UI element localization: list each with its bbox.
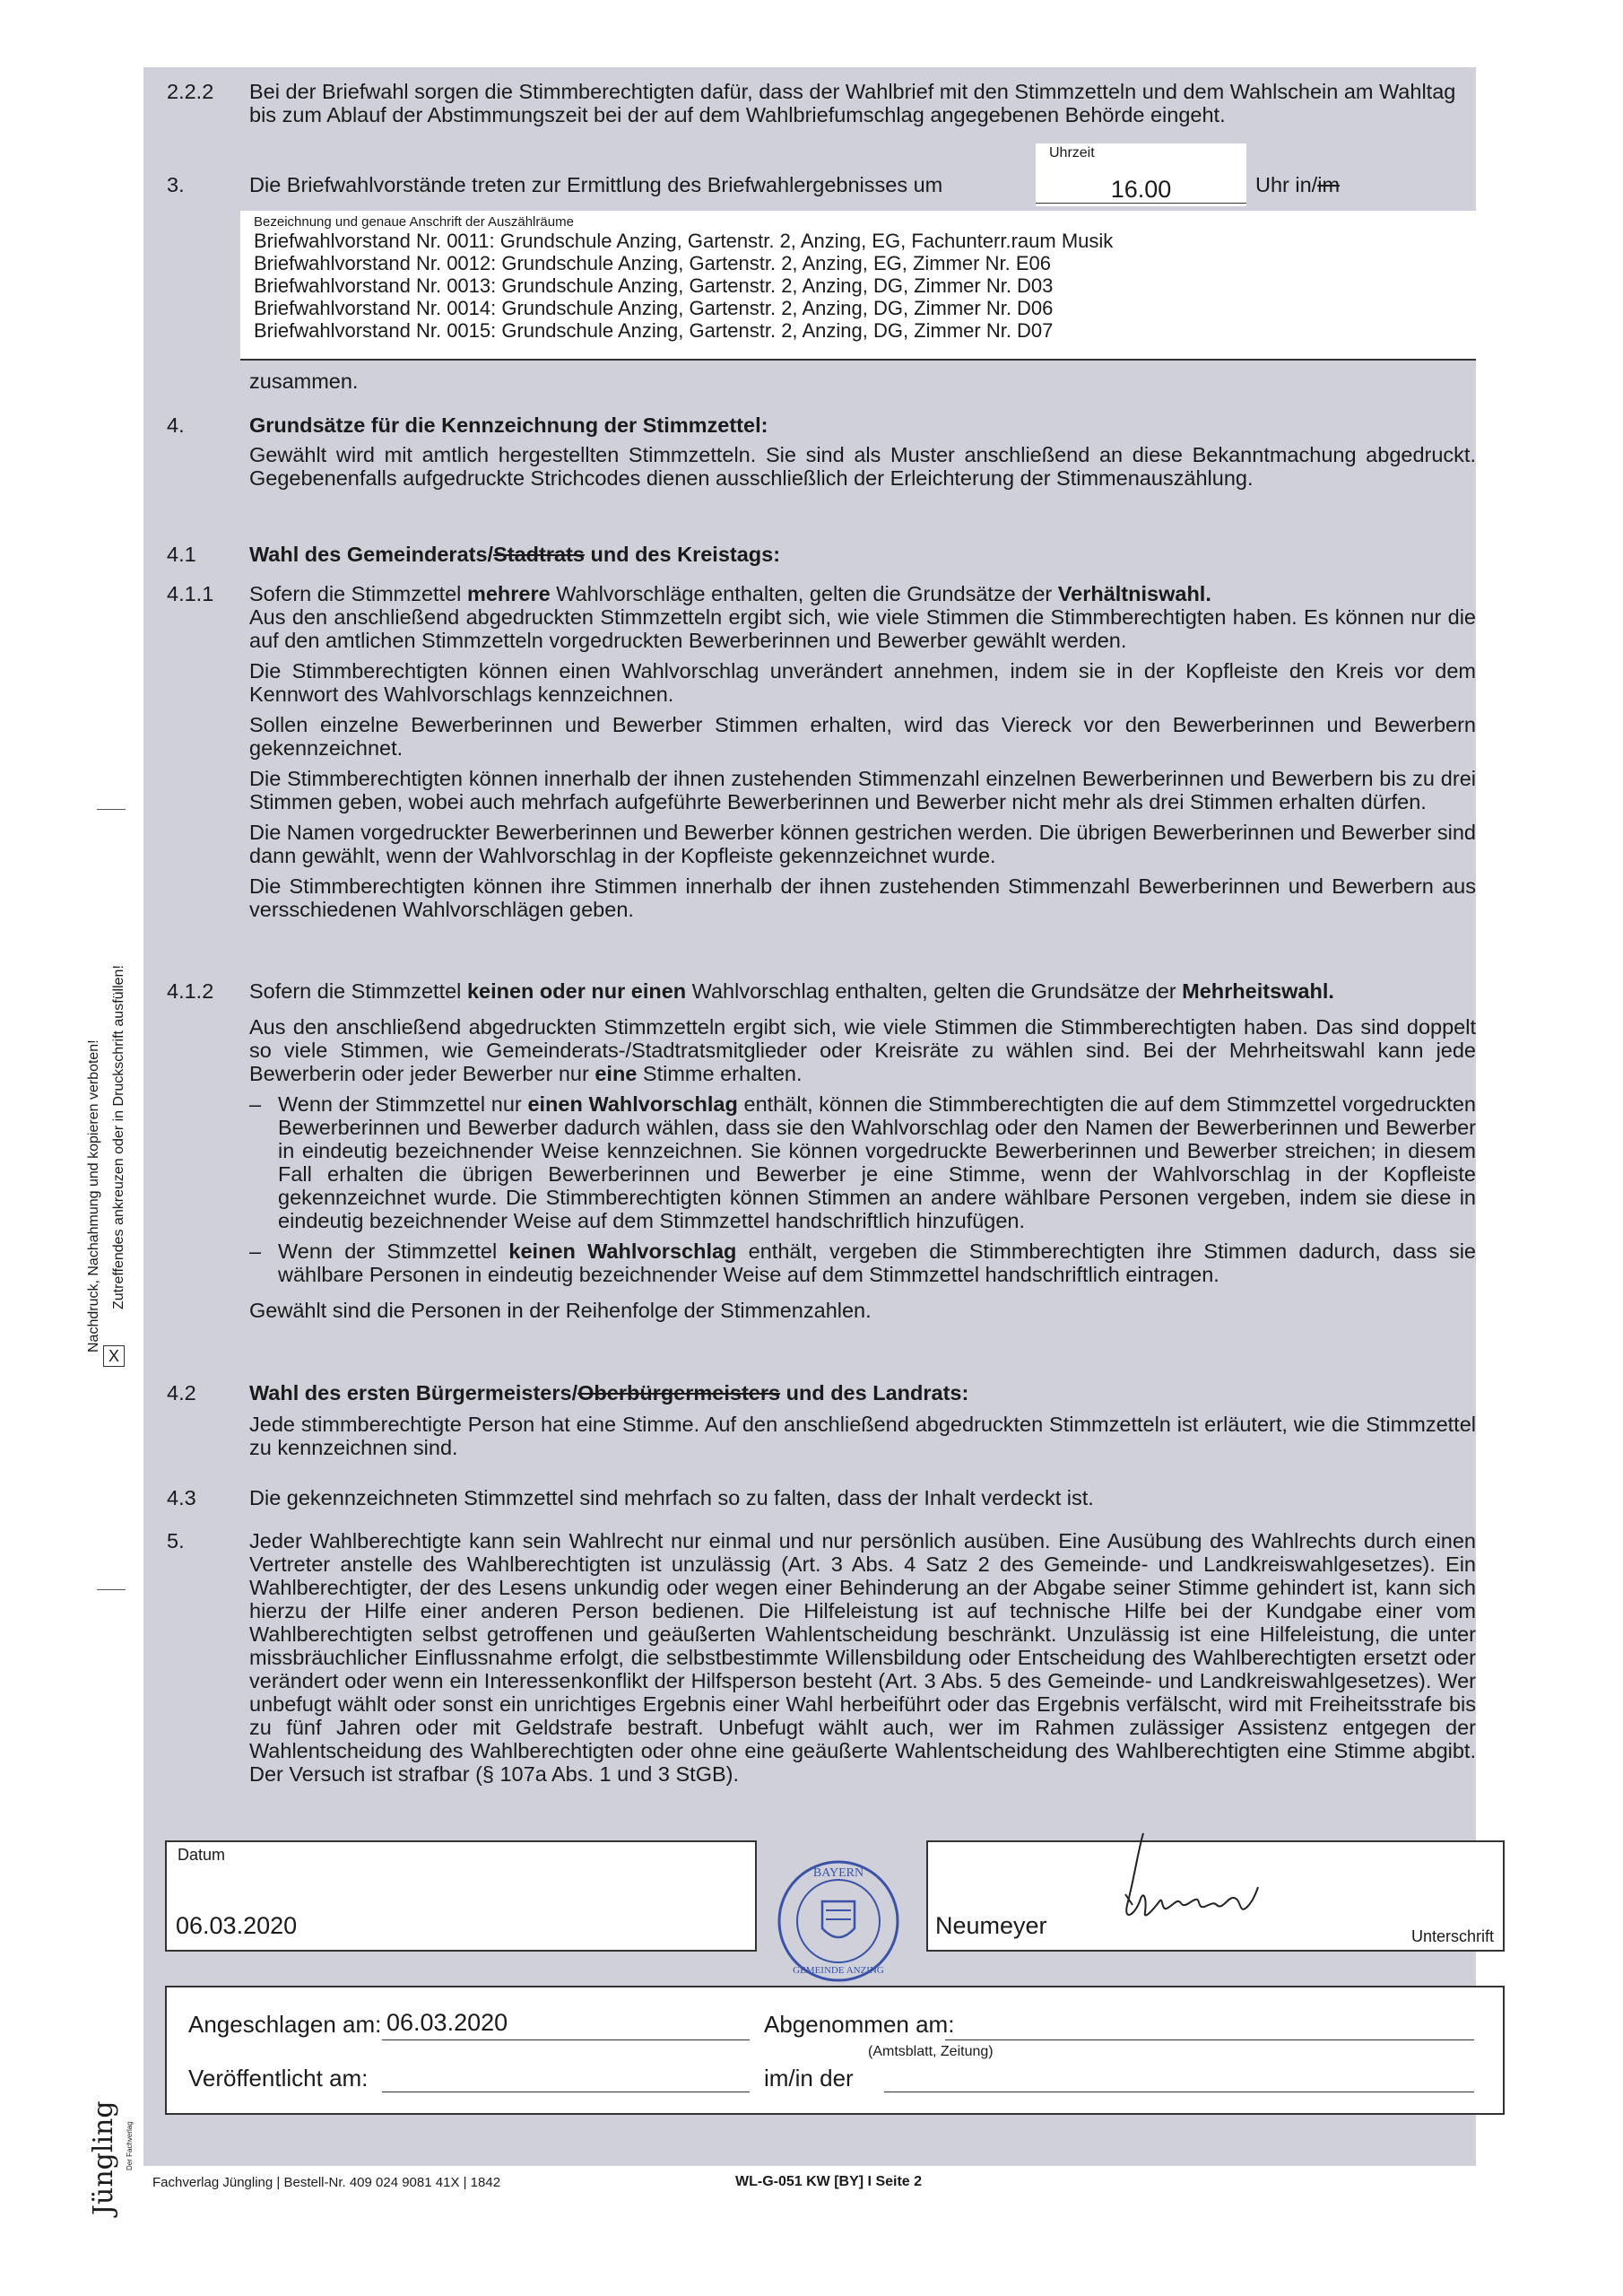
fold-mark-2 <box>97 1589 126 1590</box>
section-text: Bei der Briefwahl sorgen die Stimmberechtigten dafür, dass der Wahlbrief mit den Stimmzetteln und dem Wahlschein am Wahltag bis zum Ablauf der Abstimmungszeit bei der auf dem Wahlbriefumschlag angegebenen Behörde eingeht. <box>249 80 1456 126</box>
paragraph: Die Namen vorgedruckter Bewerberinnen und Bewerber können gestrichen werden. Die übrigen Bewerberinnen und Bewerber sind dann gewählt, wenn der Wahlvorschlag in der Kopfleiste gekennzeichnet wurde. <box>249 821 1476 867</box>
paragraph <box>249 1015 1476 1085</box>
uhr-suffix <box>1255 173 1340 196</box>
text-bold: eine <box>595 1062 638 1085</box>
date-box <box>165 1840 757 1952</box>
zusammen-text: zusammen. <box>249 370 359 393</box>
paragraph <box>249 582 1476 652</box>
text-part: enthält, vergeben die Stimmberechtigten ihre Stimmen dadurch, dass sie wählbare Personen in eindeutig bezeichnender Weise auf dem Stimmzettel handschriftlich eintragen. <box>278 1239 1477 1286</box>
text-part: Wenn der Stimmzettel <box>278 1239 509 1263</box>
section-num: 3. <box>167 173 185 196</box>
section-num: 2.2.2 <box>167 80 214 103</box>
published-label: Veröffentlicht am: <box>188 2065 369 2092</box>
text-part: Aus den anschließend abgedruckten Stimmzetteln ergibt sich, wie viele Stimmen die Stimmberechtigten haben. Es können nur die auf den amtlichen Stimmzetteln vorgedruckten Bewerberinnen und Bewerber gewählt werden. <box>249 605 1476 652</box>
paragraph <box>249 979 1476 1003</box>
text-part: Sofern die Stimmzettel <box>249 979 467 1003</box>
paragraph: Die Stimmberechtigten können einen Wahlvorschlag unverändert annehmen, indem sie in der Kopfleiste den Kreis vor dem Kennwort des Wahlvorschlags kennzeichnen. <box>249 659 1476 706</box>
text-bold: Mehrheitswahl. <box>1182 979 1334 1003</box>
heading-part: und des Kreistags: <box>584 543 781 566</box>
paragraph: Die Stimmberechtigten können innerhalb der ihnen zustehenden Stimmenzahl einzelnen Bewerberinnen und Bewerbern bis zu drei Stimmen geben, wobei auch mehrfach aufgeführte Bewerberinnen und Bewerber nicht mehr als drei Stimmen erhalten dürfen. <box>249 767 1476 813</box>
count-room-row: Briefwahlvorstand Nr. 0013: Grundschule Anzing, Gartenstr. 2, Anzing, DG, Zimmer Nr. D03 <box>254 274 1054 297</box>
sidebar-checkbox: X <box>103 1345 125 1367</box>
removed-underline <box>945 2039 1474 2040</box>
bullet-dash: – <box>249 1239 262 1263</box>
text-part: Wenn der Stimmzettel nur <box>278 1092 528 1116</box>
sidebar-instruction: Zutreffendes ankreuzen oder in Druckschrift ausfüllen! <box>111 965 126 1309</box>
text-part: Stimme erhalten. <box>637 1062 803 1085</box>
count-room-row: Briefwahlvorstand Nr. 0011: Grundschule Anzing, Gartenstr. 2, Anzing, EG, Fachunterr.raum Musik <box>254 230 1114 252</box>
document-sheet <box>143 67 1494 2166</box>
seal-bottom-text: GEMEINDE ANZING <box>793 1965 884 1976</box>
text-bold: Verhältniswahl. <box>1057 582 1211 605</box>
posted-underline <box>382 2039 750 2040</box>
text-part: Wahlvorschlag enthalten, gelten die Grundsätze der <box>686 979 1183 1003</box>
heading-part: Wahl des ersten Bürgermeisters/ <box>249 1381 578 1405</box>
text-bold: keinen oder nur einen <box>466 979 687 1003</box>
text-bold: keinen Wahlvorschlag <box>508 1239 737 1263</box>
section-4-1-1-body <box>249 582 1476 928</box>
removed-label: Abgenommen am: <box>764 2011 955 2038</box>
medium-label: im/in der <box>764 2065 854 2092</box>
section-num: 4.2 <box>167 1381 196 1405</box>
brand-logo: Jüngling <box>88 2100 119 2215</box>
uhr-text: Uhr in/ <box>1255 173 1318 196</box>
paragraph: Gewählt sind die Personen in der Reihenfolge der Stimmenzahlen. <box>249 1299 872 1322</box>
section-heading <box>249 1381 968 1405</box>
section-text: Die gekennzeichneten Stimmzettel sind mehrfach so zu falten, dass der Inhalt verdeckt ist. <box>249 1486 1094 1509</box>
time-field <box>1036 144 1246 206</box>
section-heading: Grundsätze für die Kennzeichnung der Stimmzettel: <box>249 413 768 437</box>
section-num: 4.1 <box>167 543 196 566</box>
bullet-item <box>249 1092 1476 1232</box>
text-part: Sofern die Stimmzettel <box>249 582 467 605</box>
section-text: Die Briefwahlvorstände treten zur Ermittlung des Briefwahlergebnisses um <box>249 173 943 196</box>
section-text: Gewählt wird mit amtlich hergestellten Stimmzetteln. Sie sind als Muster anschließend an diese Bekanntmachung abgedruckt. Gegebenenfalls aufgedruckte Strichcodes dienen ausschließlich der Erleichterung der Stimmenauszählung. <box>249 443 1476 490</box>
date-label: Datum <box>178 1846 226 1864</box>
time-underline <box>1036 203 1246 204</box>
brand-subline: Der Fachverlag <box>126 2121 134 2170</box>
text-part: Wahlvorschläge enthalten, gelten die Grundsätze der <box>550 582 1058 605</box>
section-4-1-2-body <box>249 979 1476 1329</box>
medium-hint: (Amtsblatt, Zeitung) <box>868 2044 994 2059</box>
uhr-struck: im <box>1317 173 1341 196</box>
bullet-dash: – <box>249 1092 262 1116</box>
time-value: 16.00 <box>1110 176 1172 203</box>
section-heading <box>249 543 780 566</box>
heading-struck: Stadtrats <box>493 543 585 566</box>
text-part: enthält, können die Stimmberechtigten die auf dem Stimmzettel vorgedruckten Bewerberinnen und Bewerber dadurch wählen, dass sie den Wahlvorschlag oder den Namen der Bewerberinnen und Bewerber in eindeutig bezeichnender Weise kennzeichnen. Sie können vorgedruckte Bewerberinnen und Bewerber streichen; in diesem Fall erhalten die übrigen Bewerberinnen und Bewerber je eine Stimme, wenn der Wahlvorschlag in der Kopfleiste gekennzeichnet wurde. Die Stimmberechtigten können Stimmen an andere wählbare Personen vergeben, indem sie diese in eindeutig bezeichnender Weise auf dem Stimmzettel handschriftlich hinzufügen. <box>278 1092 1476 1232</box>
paragraph: Die Stimmberechtigten können ihre Stimmen innerhalb der ihnen zustehenden Stimmenzahl Bewerberinnen und Bewerbern aus versschiedenen Wahlvorschlägen geben. <box>249 874 1476 921</box>
text-bold: mehrere <box>466 582 551 605</box>
section-num: 4.1.2 <box>167 979 214 1003</box>
section-text: Jede stimmberechtigte Person hat eine Stimme. Auf den anschließend abgedruckten Stimmzetteln ist erläutert, wie die Stimmzettel zu kennzeichnen sind. <box>249 1413 1476 1459</box>
paragraph: Sollen einzelne Bewerberinnen und Bewerber Stimmen erhalten, wird das Viereck vor den Bewerberinnen und Bewerbern gekennzeichnet. <box>249 713 1476 760</box>
footer-left: Fachverlag Jüngling | Bestell-Nr. 409 024 9081 41X | 1842 <box>152 2175 501 2190</box>
text-bold: einen Wahlvorschlag <box>527 1092 738 1116</box>
text-part: Aus den anschließend abgedruckten Stimmzetteln ergibt sich, wie viele Stimmen die Stimmberechtigten haben. Das sind doppelt so viele Stimmen, wie Gemeinderats-/Stadtratsmitglieder oder Kreisräte zu wählen sind. Bei der Mehrheitswahl kann jede Bewerberin oder jeder Bewerber nur <box>249 1015 1476 1085</box>
count-rooms-label: Bezeichnung und genaue Anschrift der Auszählräume <box>254 214 574 230</box>
heading-part: und des Landrats: <box>780 1381 969 1405</box>
count-rooms-field <box>240 211 1476 361</box>
heading-struck: Oberbürgermeisters <box>577 1381 781 1405</box>
section-num: 4.3 <box>167 1486 196 1509</box>
heading-part: Wahl des Gemeinderats/ <box>249 543 494 566</box>
posted-label: Angeschlagen am: <box>188 2011 382 2038</box>
count-room-row: Briefwahlvorstand Nr. 0014: Grundschule Anzing, Gartenstr. 2, Anzing, DG, Zimmer Nr. D06 <box>254 297 1054 319</box>
posted-value: 06.03.2020 <box>386 2009 508 2036</box>
footer-center: WL-G-051 KW [BY] I Seite 2 <box>735 2174 923 2189</box>
sidebar-notice: Nachdruck, Nachahmung und kopieren verboten! <box>86 1039 101 1352</box>
signer-name: Neumeyer <box>935 1912 1047 1939</box>
handwritten-signature <box>1107 1815 1314 1950</box>
section-num: 5. <box>167 1529 185 1552</box>
section-num: 4. <box>167 413 185 437</box>
signature-box <box>926 1840 1505 1952</box>
time-label: Uhrzeit <box>1049 145 1095 161</box>
count-room-row: Briefwahlvorstand Nr. 0015: Grundschule Anzing, Gartenstr. 2, Anzing, DG, Zimmer Nr. D07 <box>254 319 1054 342</box>
section-num: 4.1.1 <box>167 582 214 605</box>
seal-top-text: BAYERN <box>812 1866 864 1880</box>
bullet-item <box>249 1239 1476 1286</box>
count-room-row: Briefwahlvorstand Nr. 0012: Grundschule Anzing, Gartenstr. 2, Anzing, EG, Zimmer Nr. E06 <box>254 252 1051 274</box>
date-value: 06.03.2020 <box>176 1912 298 1939</box>
posting-box <box>165 1986 1505 2115</box>
section-text: Jeder Wahlberechtigte kann sein Wahlrecht nur einmal und nur persönlich ausüben. Eine Ausübung des Wahlrechts durch einen Vertreter anstelle des Wahlberechtigten ist unzulässig (Art. 3 Abs. 4 Satz 2 des Gemeinde- und Landkreiswahlgesetzes). Ein Wahlberechtigter, der des Lesens unkundig oder wegen einer Behinderung an der Abgabe seiner Stimme gehindert ist, kann sich hierzu der Hilfe einer anderen Person bedienen. Die Hilfeleistung ist auf technische Hilfe bei der Kundgabe einer vom Wahlberechtigten selbst getroffenen und geäußerten Wahlentscheidung beschränkt. Unzulässig ist eine Hilfeleistung, die unter missbräuchlicher Einflussnahme erfolgt, die selbstbestimmte Willensbildung oder Entscheidung des Wahlberechtigten ersetzt oder verändert oder wenn ein Interessenkonflikt der Hilfsperson besteht (Art. 3 Abs. 5 des Gemeinde- und Landkreiswahlgesetzes). Wer unbefugt wählt oder sonst ein unrichtiges Ergebnis einer Wahl herbeiführt oder das Ergebnis verfälscht, wird mit Freiheitsstrafe bis zu fünf Jahren oder mit Geldstrafe bestraft. Unbefugt wählt auch, wer im Rahmen zulässiger Assistenz entgegen der Wahlentscheidung des Wahlberechtigten oder ohne eine geäußerte Wahlentscheidung des Wahlberechtigten eine Stimme abgibt. Der Versuch ist strafbar (§ 107a Abs. 1 und 3 StGB). <box>249 1529 1476 1786</box>
municipal-seal <box>776 1858 901 1984</box>
fold-mark-1 <box>97 809 126 810</box>
signature-label: Unterschrift <box>1410 1927 1494 1945</box>
